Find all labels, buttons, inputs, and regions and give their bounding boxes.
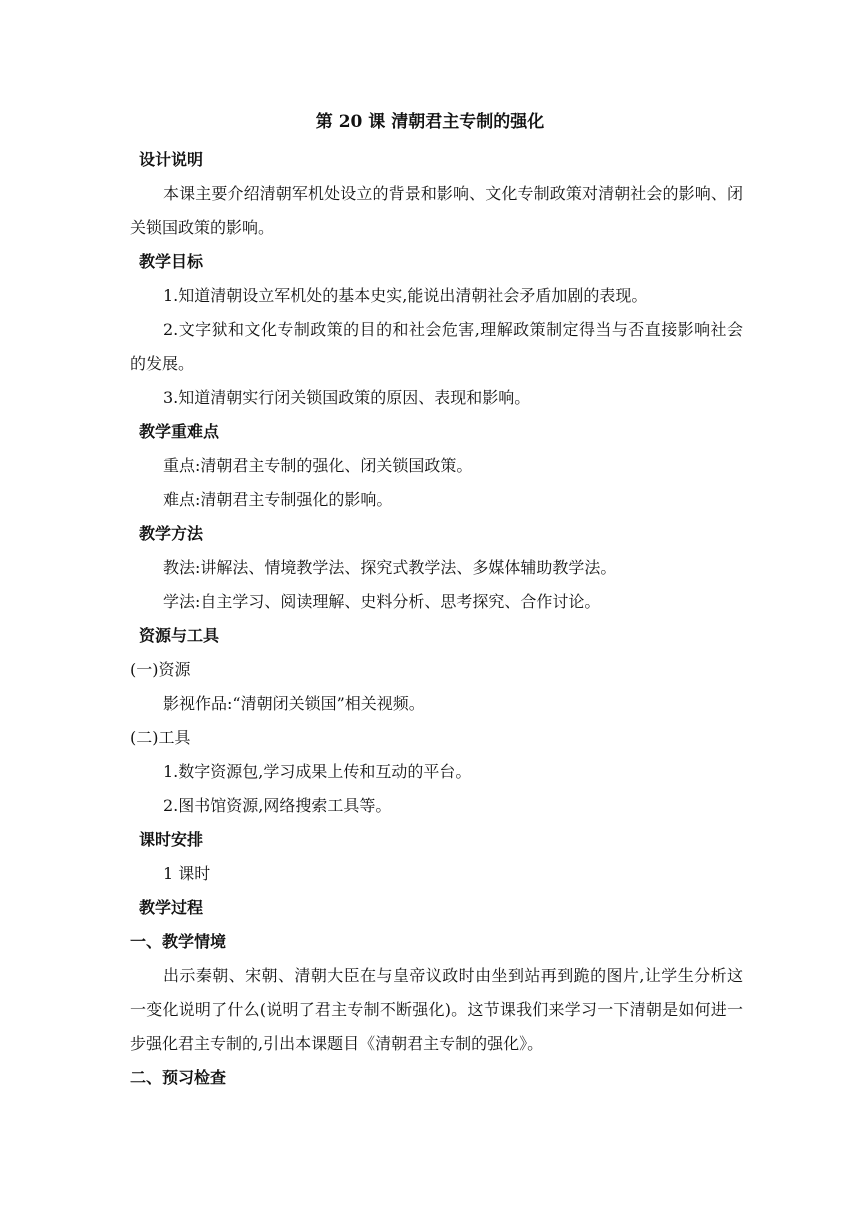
teaching-method: 教法:讲解法、情境教学法、探究式教学法、多媒体辅助教学法。 (163, 558, 617, 577)
section-heading-schedule: 课时安排 (139, 830, 204, 849)
section-heading-goals: 教学目标 (139, 252, 204, 271)
document-body (130, 143, 743, 1095)
tool-item-2: 2.图书馆资源,网络搜索工具等。 (163, 796, 392, 815)
section-heading-process: 教学过程 (139, 898, 204, 917)
goal-item-1: 1.知道清朝设立军机处的基本史实,能说出清朝社会矛盾加剧的表现。 (163, 286, 648, 305)
part-heading-1: 一、教学情境 (130, 932, 227, 951)
resource-item: 影视作品:“清朝闭关锁国”相关视频。 (163, 694, 425, 713)
goal-item-3: 3.知道清朝实行闭关锁国政策的原因、表现和影响。 (163, 388, 531, 407)
tool-item-1: 1.数字资源包,学习成果上传和互动的平台。 (163, 762, 472, 781)
section-heading-methods: 教学方法 (139, 524, 204, 543)
key-point: 重点:清朝君主专制的强化、闭关锁国政策。 (163, 456, 473, 475)
learning-method: 学法:自主学习、阅读理解、史料分析、思考探究、合作讨论。 (163, 592, 601, 611)
section-heading-design: 设计说明 (139, 150, 204, 169)
part-heading-2: 二、预习检查 (130, 1068, 227, 1087)
goal-item-2: 2.文字狱和文化专制政策的目的和社会危害,理解政策制定得当与否直接影响社会的发展。 (130, 320, 743, 373)
section-heading-keypoints: 教学重难点 (139, 422, 220, 441)
difficult-point: 难点:清朝君主专制强化的影响。 (163, 490, 393, 509)
design-description: 本课主要介绍清朝军机处设立的背景和影响、文化专制政策对清朝社会的影响、闭关锁国政策的影响。 (130, 184, 743, 237)
part-1-text: 出示秦朝、宋朝、清朝大臣在与皇帝议政时由坐到站再到跪的图片,让学生分析这一变化说明了什么(说明了君主专制不断强化)。这节课我们来学习一下清朝是如何进一步强化君主专制的,引出本课题目《清朝君主专制的强化》。 (130, 966, 743, 1053)
resources-subheading: (一)资源 (130, 660, 191, 679)
section-heading-resources: 资源与工具 (139, 626, 220, 645)
page-title: 第 20 课 清朝君主专制的强化 (315, 112, 545, 132)
schedule-text: 1 课时 (163, 864, 211, 883)
tools-subheading: (二)工具 (130, 728, 191, 747)
